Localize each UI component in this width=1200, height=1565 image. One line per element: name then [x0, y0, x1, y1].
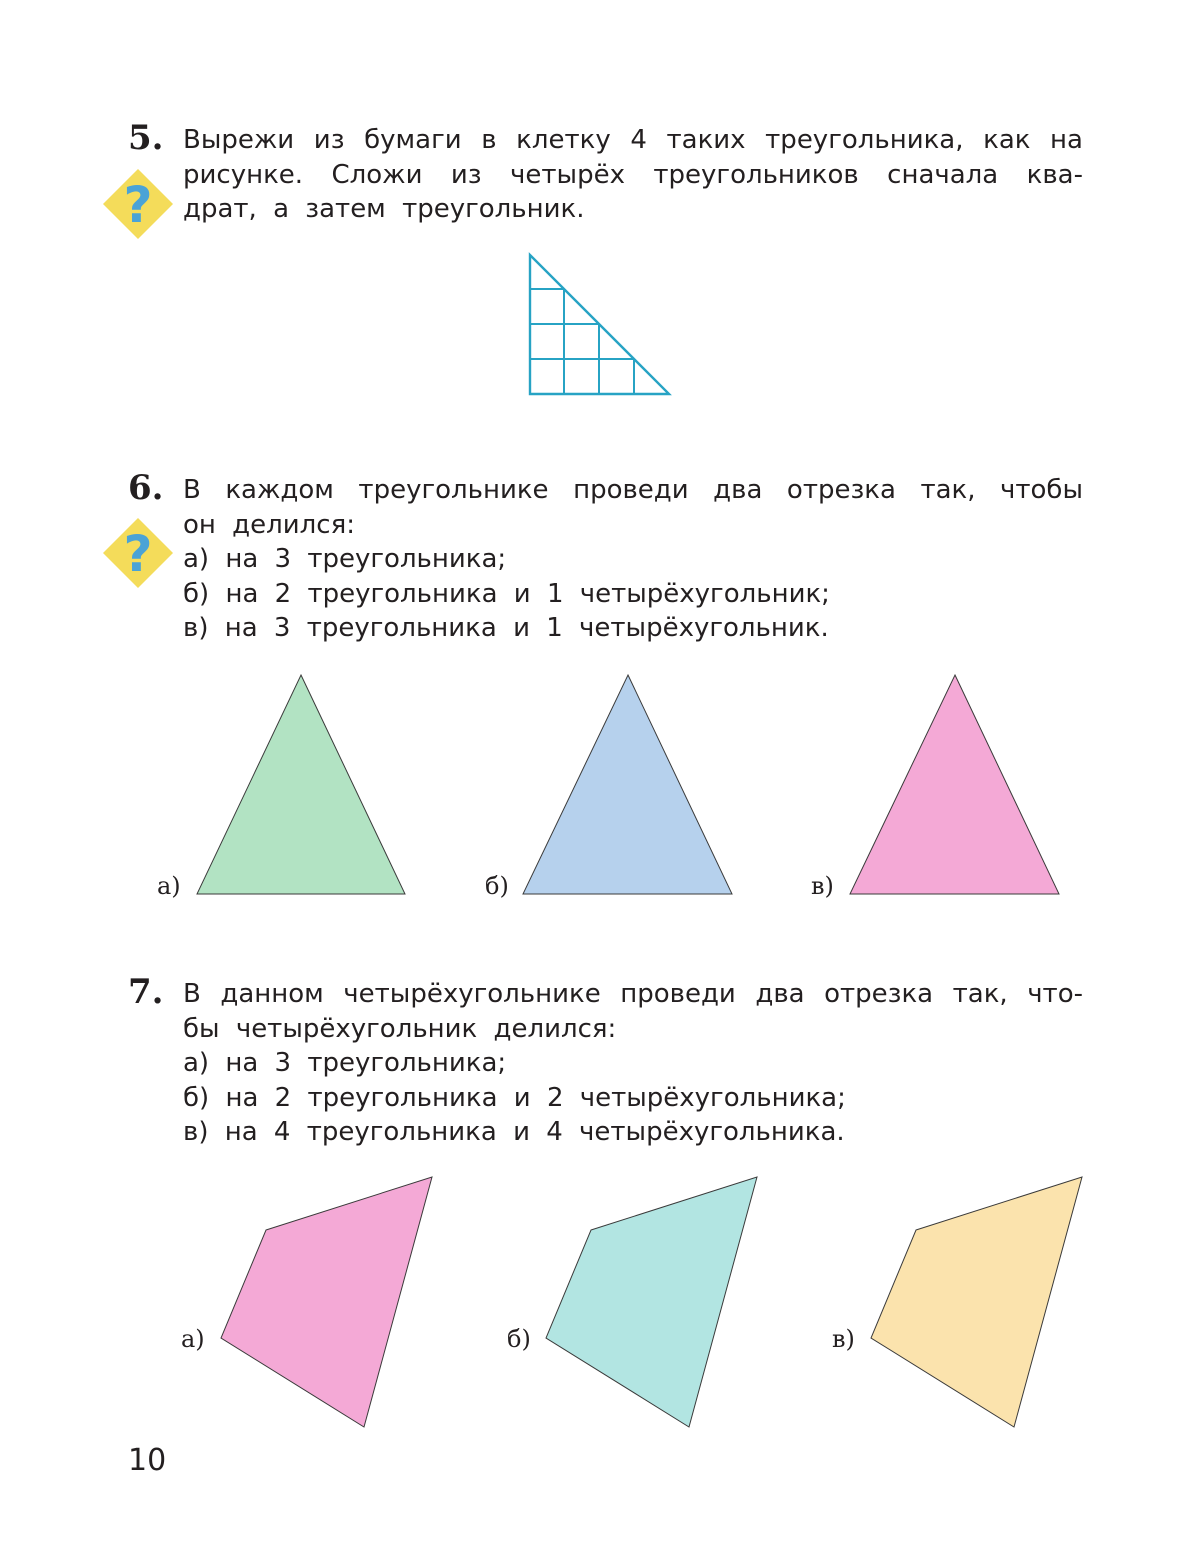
task-5-line-2: рисунке. Сложи из четырёх треугольников сначала ква-: [183, 159, 1083, 190]
svg-text:?: ?: [123, 525, 153, 583]
question-diamond-icon: [102, 168, 174, 240]
question-diamond-icon: [102, 517, 174, 589]
task-7-item-b: б) на 2 треугольника и 2 четырёхугольника;: [183, 1082, 846, 1113]
quadrilateral-b-label: б): [507, 1325, 531, 1353]
task-6-line-2: он делился:: [183, 509, 355, 540]
task-6-item-c: в) на 3 треугольника и 1 четырёхугольник.: [183, 613, 829, 643]
triangle-b: [522, 674, 734, 897]
task-6-number: 6.: [128, 468, 164, 508]
grid-triangle-figure: [525, 250, 675, 400]
quadrilateral-c-label: в): [832, 1325, 855, 1353]
task-7-item-c: в) на 4 треугольника и 4 четырёхугольника.: [183, 1117, 845, 1147]
quadrilateral-b: [544, 1176, 760, 1430]
task-6-item-a: а) на 3 треугольника;: [183, 544, 507, 574]
task-7-item-a: а) на 3 треугольника;: [183, 1048, 507, 1078]
triangle-c-label: в): [811, 872, 834, 900]
triangle-b-label: б): [485, 872, 509, 900]
task-7-number: 7.: [128, 972, 164, 1012]
task-5-line-1: Вырежи из бумаги в клетку 4 таких треугольника, как на: [183, 125, 1083, 155]
task-6-line-1: В каждом треугольнике проведи два отрезка так, чтобы: [183, 475, 1083, 505]
page-number: 10: [128, 1443, 167, 1478]
triangle-a: [196, 674, 408, 897]
task-7-text: [183, 977, 1083, 1150]
task-5-line-3: драт, а затем треугольник.: [183, 194, 585, 224]
task-5-number: 5.: [128, 118, 164, 158]
triangle-a-label: а): [157, 872, 181, 900]
quadrilateral-c: [869, 1176, 1085, 1430]
task-5-text: [183, 123, 1083, 227]
task-7-line-2: бы четырёхугольник делился:: [183, 1013, 617, 1044]
task-6-text: [183, 473, 1083, 646]
quadrilateral-a-label: а): [181, 1325, 205, 1353]
svg-text:?: ?: [123, 176, 153, 234]
task-6-item-b: б) на 2 треугольника и 1 четырёхугольник;: [183, 578, 830, 609]
task-7-line-1: В данном четырёхугольнике проведи два отрезка так, что-: [183, 979, 1083, 1009]
quadrilateral-a: [219, 1176, 435, 1430]
triangle-c: [849, 674, 1061, 897]
